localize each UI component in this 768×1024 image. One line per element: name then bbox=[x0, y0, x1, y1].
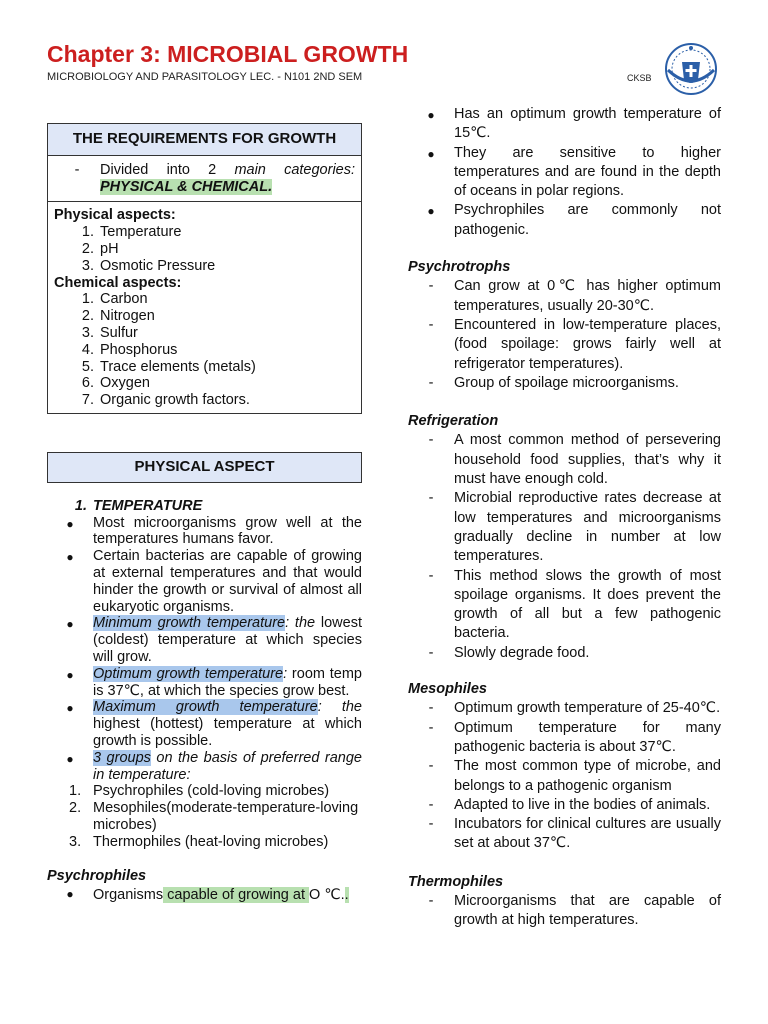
psychrophiles-bullets-right bbox=[408, 105, 721, 240]
school-seal-icon bbox=[662, 40, 720, 98]
course-subtitle: MICROBIOLOGY AND PARASITOLOGY LEC. - N101 2ND SEM bbox=[47, 71, 363, 83]
categories-text: Divided into 2 bbox=[100, 161, 235, 178]
thermophiles-list bbox=[408, 892, 721, 931]
list-item: - Group of spoilage microorganisms. bbox=[428, 374, 679, 391]
page-title: Chapter 3: MICROBIAL GROWTH bbox=[47, 41, 409, 67]
categories-highlight: PHYSICAL & CHEMICAL. bbox=[100, 178, 273, 195]
right-column bbox=[408, 105, 721, 931]
temperature-groups-list bbox=[47, 783, 362, 850]
requirements-heading: THE REQUIREMENTS FOR GROWTH bbox=[48, 124, 361, 156]
chemical-aspects-list bbox=[54, 291, 355, 409]
list-item: 2. pH bbox=[81, 240, 119, 257]
list-item: - Microorganisms that are capable of growth at high temperatures. bbox=[428, 892, 721, 929]
list-item: ● Certain bacterias are capable of growing at external temperatures and that would hinder the growth or survival of almost all eukaryotic organisms. bbox=[66, 548, 362, 615]
list-item: - This method slows the growth of most spoilage organisms. It does prevent the growth of all but a few pathogenic bacteria. bbox=[428, 567, 721, 642]
thermophiles-title: Thermophiles bbox=[408, 873, 504, 890]
list-item: - Encountered in low-temperature places, (food spoilage: grows fairly well at refrigerator temperatures). bbox=[428, 316, 721, 372]
physical-aspect-heading: PHYSICAL ASPECT bbox=[47, 452, 362, 483]
list-item: - Microbial reproductive rates decrease at low temperatures and microorganisms gradually decline in number at low temperatures. bbox=[428, 490, 721, 565]
mesophiles-list bbox=[408, 699, 721, 853]
org-label: CKSB bbox=[627, 73, 652, 83]
list-item: 3. Sulfur bbox=[81, 324, 138, 341]
psychrotrophs-list bbox=[408, 277, 721, 393]
chemical-aspects-label: Chemical aspects: bbox=[54, 274, 182, 291]
list-item: ● Organisms capable of growing at O ℃.. bbox=[66, 887, 349, 904]
categories-italic: main categories: bbox=[234, 161, 356, 178]
list-item: ● Minimum growth temperature: the lowest (coldest) temperature at which species will grow. bbox=[66, 615, 362, 665]
list-item: ● Psychrophiles are commonly not pathogenic. bbox=[427, 202, 721, 238]
aspects-list bbox=[48, 202, 361, 413]
psychrophiles-bullets-left bbox=[47, 885, 362, 905]
refrigeration-list bbox=[408, 431, 721, 663]
list-item: 5. Trace elements (metals) bbox=[81, 358, 256, 375]
list-item: ● Maximum growth temperature: the highest (hottest) temperature at which growth is possible. bbox=[66, 699, 362, 749]
list-item: - Optimum growth temperature of 25-40℃. bbox=[428, 700, 721, 717]
dash-marker: - bbox=[74, 161, 80, 178]
physical-aspects-label: Physical aspects: bbox=[54, 207, 176, 224]
left-column bbox=[47, 123, 362, 905]
list-item: 1. Psychrophiles (cold-loving microbes) bbox=[69, 783, 330, 800]
list-item: 7. Organic growth factors. bbox=[81, 392, 250, 409]
list-item: - Can grow at 0℃ has higher optimum temperatures, usually 20-30℃. bbox=[428, 278, 721, 314]
list-item: 1. Temperature bbox=[81, 224, 182, 241]
mesophiles-title: Mesophiles bbox=[408, 681, 487, 698]
list-item: ● They are sensitive to higher temperatures and are found in the depth of oceans in polar regions. bbox=[427, 144, 721, 200]
list-item: 3. Thermophiles (heat-loving microbes) bbox=[69, 833, 329, 850]
requirements-box bbox=[47, 123, 362, 414]
list-item: 2. Nitrogen bbox=[81, 308, 155, 325]
list-item: ● Most microorganisms grow well at the temperatures humans favor. bbox=[66, 514, 362, 548]
list-item: - A most common method of persevering household food supplies, that’s why it must have enough cold. bbox=[428, 432, 721, 488]
list-item: - Optimum temperature for many pathogenic bacteria is about 37℃. bbox=[428, 719, 721, 755]
list-item: - Slowly degrade food. bbox=[428, 644, 590, 661]
list-item: - The most common type of microbe, and belongs to a pathogenic organism bbox=[428, 758, 721, 794]
refrigeration-title: Refrigeration bbox=[408, 413, 499, 430]
list-item: 1. Carbon bbox=[81, 291, 148, 308]
list-item: 2. Mesophiles(moderate-temperature-loving microbes) bbox=[69, 800, 359, 833]
temperature-heading: 1. TEMPERATURE bbox=[74, 497, 203, 514]
list-item: 6. Oxygen bbox=[81, 375, 150, 392]
list-item: - Adapted to live in the bodies of animals. bbox=[428, 796, 711, 813]
categories-row bbox=[48, 156, 361, 203]
list-item: ● Optimum growth temperature: room temp is 37℃, at which the species grow best. bbox=[66, 665, 362, 699]
physical-aspects-list bbox=[54, 224, 355, 274]
list-item: 4. Phosphorus bbox=[81, 341, 178, 358]
list-item: 3. Osmotic Pressure bbox=[81, 257, 216, 274]
list-item: ● 3 groups on the basis of preferred range in temperature: bbox=[66, 749, 362, 783]
psychrotrophs-title: Psychrotrophs bbox=[408, 259, 511, 276]
list-item: - Incubators for clinical cultures are usually set at about 37℃. bbox=[428, 816, 721, 852]
list-item: ● Has an optimum growth temperature of 15℃. bbox=[427, 106, 721, 142]
temperature-bullets bbox=[47, 515, 362, 784]
psychrophiles-title: Psychrophiles bbox=[47, 868, 147, 885]
